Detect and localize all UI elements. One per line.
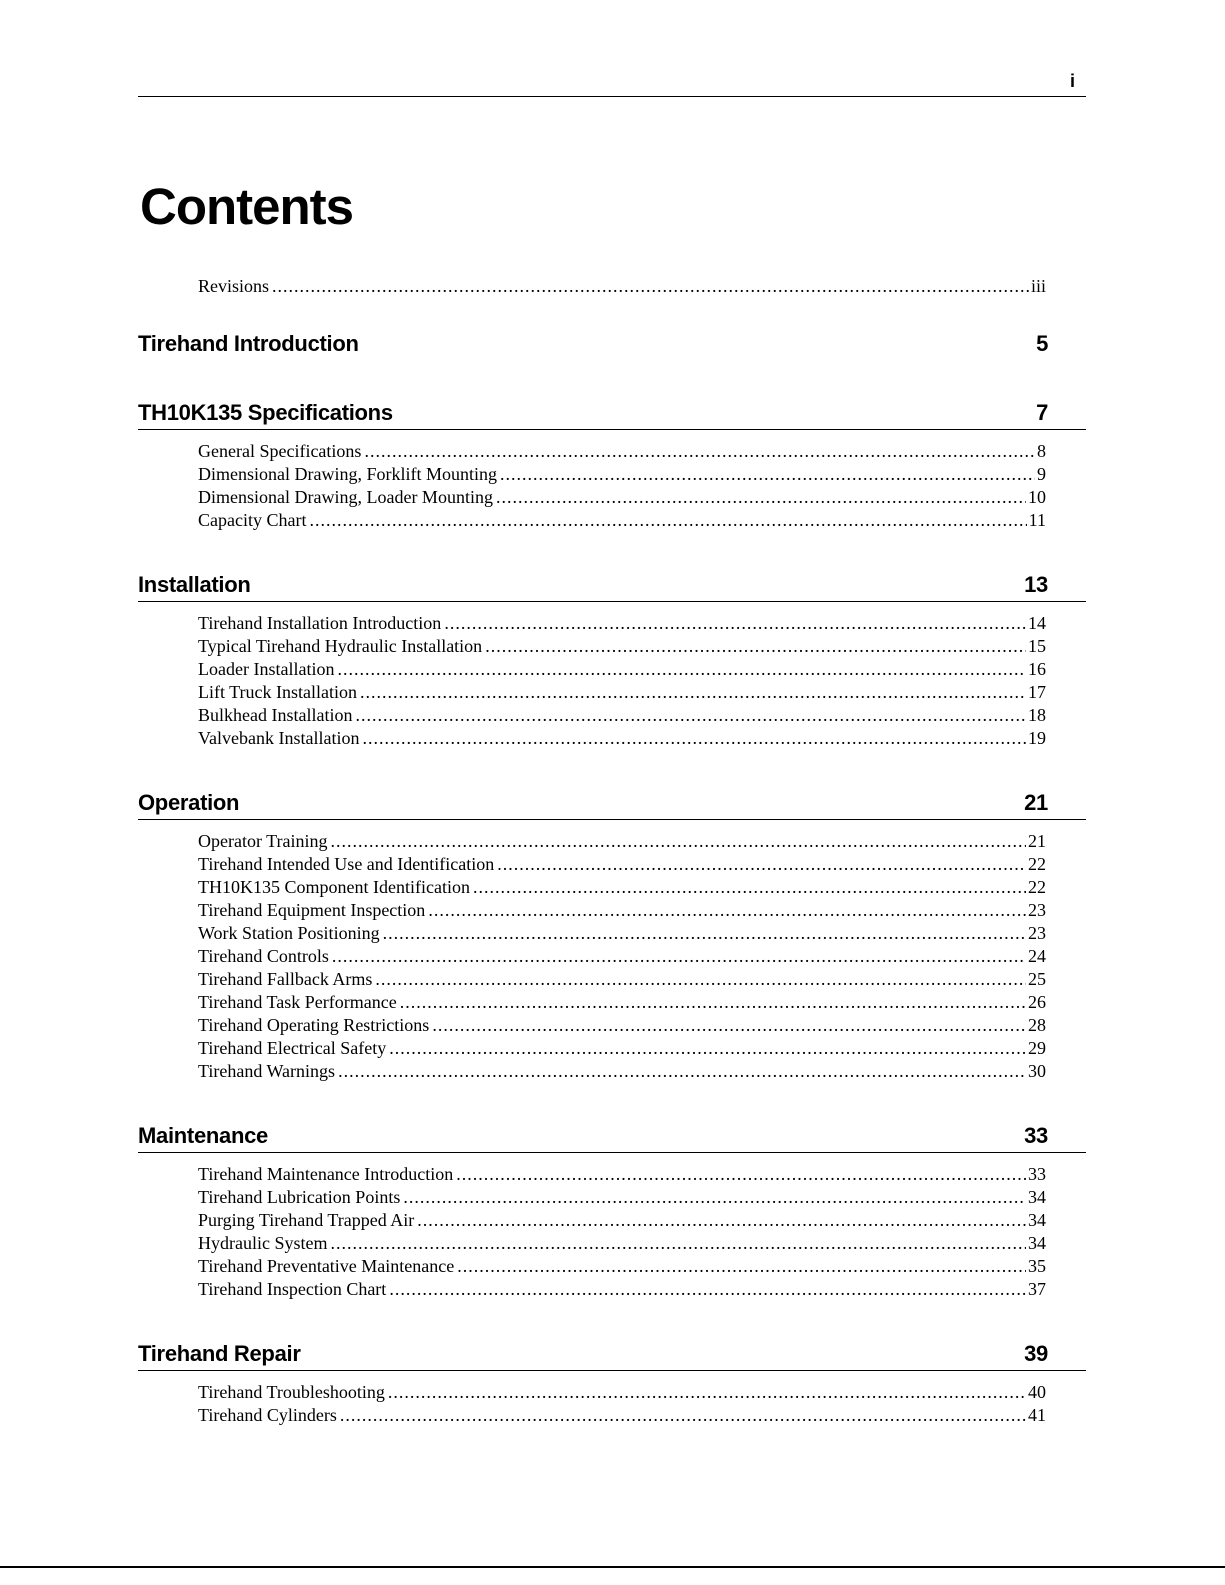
toc-entry-page: 16 <box>1028 659 1046 679</box>
toc-entry[interactable] <box>198 1163 1046 1186</box>
toc-entry[interactable] <box>198 1232 1046 1255</box>
toc-entry-label: Tirehand Lubrication Points <box>198 1187 401 1207</box>
toc-entry-label: Typical Tirehand Hydraulic Installation <box>198 636 483 656</box>
dot-leader <box>497 853 1026 876</box>
toc-chapter-heading[interactable] <box>138 566 1086 602</box>
toc-entry[interactable] <box>198 1060 1046 1083</box>
chapter-title: Installation <box>138 572 251 597</box>
toc-entry-page: 18 <box>1028 705 1046 725</box>
toc-entry[interactable] <box>198 853 1046 876</box>
chapter-title: Tirehand Introduction <box>138 331 359 356</box>
toc-entry-page: 14 <box>1028 613 1046 633</box>
toc-entry-page: 8 <box>1037 441 1046 461</box>
dot-leader <box>456 1163 1026 1186</box>
dot-leader <box>400 991 1026 1014</box>
toc-entry[interactable] <box>198 1278 1046 1301</box>
toc-entry-label: General Specifications <box>198 441 362 461</box>
toc-entry-label: Lift Truck Installation <box>198 682 357 702</box>
toc-entry[interactable] <box>198 509 1046 532</box>
dot-leader <box>389 1037 1026 1060</box>
dot-leader <box>417 1209 1026 1232</box>
toc-entry[interactable] <box>198 876 1046 899</box>
toc-entry[interactable] <box>198 991 1046 1014</box>
toc-entry-list <box>138 602 1086 750</box>
page-number: i <box>1069 71 1075 91</box>
toc-entry[interactable] <box>198 440 1046 463</box>
toc-entry-label: Tirehand Installation Introduction <box>198 613 442 633</box>
toc-entry-list <box>138 430 1086 532</box>
dot-leader <box>330 1232 1026 1255</box>
toc-entry-label: Tirehand Fallback Arms <box>198 969 373 989</box>
toc-entry[interactable] <box>198 681 1046 704</box>
toc-entry-page: 40 <box>1028 1382 1046 1402</box>
dot-leader <box>338 1060 1026 1083</box>
dot-leader <box>362 727 1026 750</box>
dot-leader <box>496 486 1026 509</box>
toc-chapter-heading[interactable] <box>138 394 1086 430</box>
dot-leader <box>375 968 1026 991</box>
chapter-title: Maintenance <box>138 1123 268 1148</box>
dot-leader <box>403 1186 1026 1209</box>
dot-leader <box>500 463 1035 486</box>
toc-entry-page: 34 <box>1028 1233 1046 1253</box>
toc-chapter <box>138 1335 1086 1427</box>
toc-entry-label: Tirehand Intended Use and Identification <box>198 854 495 874</box>
toc-chapter <box>138 325 1086 360</box>
dot-leader <box>444 612 1026 635</box>
toc-entry-page: 19 <box>1028 728 1046 748</box>
toc-chapter-heading[interactable] <box>138 325 1086 360</box>
toc-entry[interactable] <box>198 899 1046 922</box>
toc-entry[interactable] <box>198 1255 1046 1278</box>
toc-entry-label: Tirehand Preventative Maintenance <box>198 1256 455 1276</box>
toc-chapter-heading[interactable] <box>138 1335 1086 1371</box>
dot-leader <box>388 1381 1026 1404</box>
dot-leader <box>364 440 1035 463</box>
toc-entry[interactable] <box>198 1186 1046 1209</box>
toc-entry[interactable] <box>198 968 1046 991</box>
toc-entry[interactable] <box>198 635 1046 658</box>
toc-entry-page: 30 <box>1028 1061 1046 1081</box>
toc-entry-page: 10 <box>1028 487 1046 507</box>
toc-entry-page: 22 <box>1028 877 1046 897</box>
toc-entry-label: Bulkhead Installation <box>198 705 353 725</box>
dot-leader <box>360 681 1026 704</box>
toc-entry-label: Dimensional Drawing, Forklift Mounting <box>198 464 497 484</box>
toc-entry[interactable] <box>198 945 1046 968</box>
dot-leader <box>331 830 1027 853</box>
chapter-title: Tirehand Repair <box>138 1341 301 1366</box>
toc-entry[interactable] <box>198 658 1046 681</box>
toc-entry-page: 29 <box>1028 1038 1046 1058</box>
toc-entry-list <box>138 1371 1086 1427</box>
bottom-rule <box>0 1566 1225 1568</box>
dot-leader <box>383 922 1026 945</box>
toc-entry[interactable] <box>198 486 1046 509</box>
toc-entry-label: Purging Tirehand Trapped Air <box>198 1210 415 1230</box>
toc-entry[interactable] <box>198 727 1046 750</box>
toc-entry-label: TH10K135 Component Identification <box>198 877 470 897</box>
toc-entry[interactable] <box>198 1037 1046 1060</box>
toc-entry[interactable] <box>198 1381 1046 1404</box>
toc-chapter <box>138 784 1086 1083</box>
toc-entry-label: Operator Training <box>198 831 328 851</box>
toc-entry-page: iii <box>1030 276 1046 296</box>
toc-entry-page: 25 <box>1028 969 1046 989</box>
toc-entry-label: Revisions <box>198 276 270 296</box>
toc-entry-page: 41 <box>1028 1405 1046 1425</box>
header-rule <box>138 96 1086 97</box>
dot-leader <box>332 945 1026 968</box>
toc-entry[interactable] <box>198 830 1046 853</box>
toc-chapter <box>138 394 1086 532</box>
toc-entry-label: Loader Installation <box>198 659 335 679</box>
toc-entry-label: Dimensional Drawing, Loader Mounting <box>198 487 493 507</box>
chapter-page: 13 <box>1024 572 1048 597</box>
toc-entry-page: 11 <box>1028 510 1046 530</box>
toc-entry-page: 37 <box>1028 1279 1046 1299</box>
toc-entry-page: 23 <box>1028 900 1046 920</box>
toc-chapter-heading[interactable] <box>138 784 1086 820</box>
toc-entry-list <box>138 820 1086 1083</box>
toc-chapter-heading[interactable] <box>138 1117 1086 1153</box>
dot-leader <box>432 1014 1026 1037</box>
chapter-page: 39 <box>1024 1341 1048 1366</box>
toc-entry[interactable] <box>198 1404 1046 1427</box>
chapter-page: 7 <box>1036 400 1048 425</box>
chapter-page: 33 <box>1024 1123 1048 1148</box>
toc-entry-page: 23 <box>1028 923 1046 943</box>
toc-entry-label: Tirehand Cylinders <box>198 1405 337 1425</box>
toc-chapter <box>138 1117 1086 1301</box>
toc-entry[interactable] <box>198 1209 1046 1232</box>
chapter-title: Operation <box>138 790 240 815</box>
toc-entry-label: Tirehand Electrical Safety <box>198 1038 387 1058</box>
table-of-contents <box>138 275 1086 1427</box>
toc-entry-label: Tirehand Equipment Inspection <box>198 900 426 920</box>
toc-entry[interactable] <box>198 922 1046 945</box>
dot-leader <box>473 876 1026 899</box>
toc-entry-label: Tirehand Operating Restrictions <box>198 1015 430 1035</box>
toc-entry[interactable] <box>198 463 1046 486</box>
chapter-title: TH10K135 Specifications <box>138 400 393 425</box>
toc-entry-label: Hydraulic System <box>198 1233 328 1253</box>
toc-entry-page: 21 <box>1028 831 1046 851</box>
dot-leader <box>355 704 1026 727</box>
dot-leader <box>309 509 1026 532</box>
toc-entry-revisions[interactable] <box>198 275 1046 298</box>
toc-entry-page: 9 <box>1037 464 1046 484</box>
toc-entry[interactable] <box>198 704 1046 727</box>
toc-entry-page: 22 <box>1028 854 1046 874</box>
toc-entry-label: Tirehand Task Performance <box>198 992 397 1012</box>
dot-leader <box>428 899 1026 922</box>
toc-entry-label: Work Station Positioning <box>198 923 380 943</box>
dot-leader <box>485 635 1026 658</box>
toc-entry-page: 28 <box>1028 1015 1046 1035</box>
toc-entry-page: 35 <box>1028 1256 1046 1276</box>
dot-leader <box>272 275 1029 298</box>
chapter-list <box>138 325 1086 1427</box>
dot-leader <box>340 1404 1026 1427</box>
page-title: Contents <box>140 178 353 235</box>
dot-leader <box>337 658 1026 681</box>
toc-entry-page: 34 <box>1028 1187 1046 1207</box>
toc-entry-label: Tirehand Controls <box>198 946 329 966</box>
chapter-page: 5 <box>1036 331 1048 356</box>
toc-entry-page: 17 <box>1028 682 1046 702</box>
toc-entry-list <box>138 1153 1086 1301</box>
toc-entry-label: Tirehand Maintenance Introduction <box>198 1164 454 1184</box>
toc-entry-page: 33 <box>1028 1164 1046 1184</box>
toc-entry-label: Valvebank Installation <box>198 728 360 748</box>
toc-entry-page: 24 <box>1028 946 1046 966</box>
toc-entry-label: Capacity Chart <box>198 510 307 530</box>
toc-entry-label: Tirehand Inspection Chart <box>198 1279 387 1299</box>
toc-entry[interactable] <box>198 612 1046 635</box>
dot-leader <box>457 1255 1026 1278</box>
toc-entry-label: Tirehand Troubleshooting <box>198 1382 385 1402</box>
toc-entry-page: 15 <box>1028 636 1046 656</box>
toc-entry-label: Tirehand Warnings <box>198 1061 336 1081</box>
toc-entry[interactable] <box>198 1014 1046 1037</box>
chapter-page: 21 <box>1024 790 1048 815</box>
toc-chapter <box>138 566 1086 750</box>
dot-leader <box>389 1278 1026 1301</box>
toc-entry-page: 34 <box>1028 1210 1046 1230</box>
toc-entry-page: 26 <box>1028 992 1046 1012</box>
